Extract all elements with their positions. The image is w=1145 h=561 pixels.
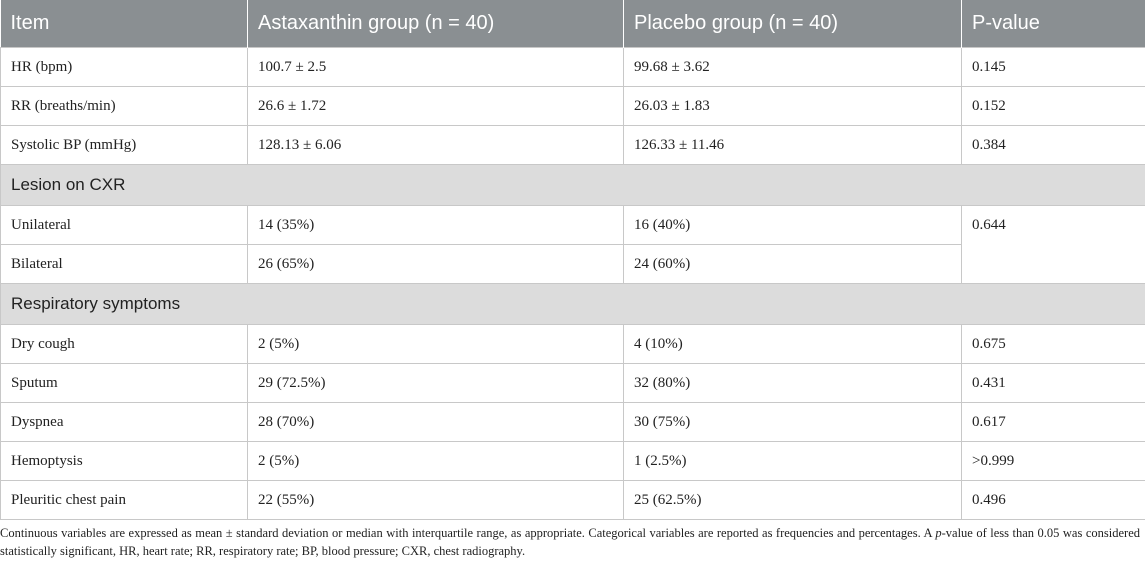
table-row	[1, 206, 1145, 245]
row-p-value: 0.675	[962, 325, 1145, 364]
row-astaxanthin: 2 (5%)	[248, 325, 624, 364]
row-astaxanthin: 28 (70%)	[248, 403, 624, 442]
row-astaxanthin: 2 (5%)	[248, 442, 624, 481]
row-placebo: 25 (62.5%)	[624, 481, 962, 520]
row-p-value: >0.999	[962, 442, 1145, 481]
table-row	[1, 48, 1145, 87]
section-row-lesion	[1, 165, 1145, 206]
section-row-respiratory	[1, 284, 1145, 325]
row-placebo: 26.03 ± 1.83	[624, 87, 962, 126]
section-label: Respiratory symptoms	[1, 284, 1145, 325]
row-placebo: 4 (10%)	[624, 325, 962, 364]
row-item: Hemoptysis	[1, 442, 248, 481]
row-item: Systolic BP (mmHg)	[1, 126, 248, 165]
section-label: Lesion on CXR	[1, 165, 1145, 206]
footnote-text-1: Continuous variables are expressed as mean ± standard deviation or median with interquartile range, as appropriate. Categorical variables are reported as frequencies and percentages. A	[0, 526, 936, 540]
row-placebo: 126.33 ± 11.46	[624, 126, 962, 165]
row-p-value: 0.644	[962, 206, 1145, 284]
row-placebo: 16 (40%)	[624, 206, 962, 245]
header-astaxanthin: Astaxanthin group (n = 40)	[248, 0, 624, 48]
row-astaxanthin: 26 (65%)	[248, 245, 624, 284]
row-item: RR (breaths/min)	[1, 87, 248, 126]
row-item: Pleuritic chest pain	[1, 481, 248, 520]
table-row	[1, 481, 1145, 520]
row-placebo: 99.68 ± 3.62	[624, 48, 962, 87]
row-placebo: 30 (75%)	[624, 403, 962, 442]
row-p-value: 0.152	[962, 87, 1145, 126]
table-row	[1, 403, 1145, 442]
row-item: Dyspnea	[1, 403, 248, 442]
row-astaxanthin: 14 (35%)	[248, 206, 624, 245]
row-p-value: 0.384	[962, 126, 1145, 165]
header-item: Item	[1, 0, 248, 48]
footnote-text-2: -value of less than 0.05 was considered statistically significant, HR, heart rate; RR, respiratory rate; BP, blood pressure; CXR, chest radiography.	[0, 526, 1140, 558]
header-row	[1, 0, 1145, 48]
table-footnote	[0, 524, 1140, 560]
table-row	[1, 364, 1145, 403]
footnote-italic-p: p	[935, 526, 942, 540]
header-placebo: Placebo group (n = 40)	[624, 0, 962, 48]
table-row	[1, 325, 1145, 364]
row-placebo: 32 (80%)	[624, 364, 962, 403]
row-item: Bilateral	[1, 245, 248, 284]
row-item: Dry cough	[1, 325, 248, 364]
row-p-value: 0.617	[962, 403, 1145, 442]
header-p-value: P-value	[962, 0, 1145, 48]
row-p-value: 0.145	[962, 48, 1145, 87]
row-placebo: 24 (60%)	[624, 245, 962, 284]
row-p-value: 0.496	[962, 481, 1145, 520]
row-item: Sputum	[1, 364, 248, 403]
row-astaxanthin: 128.13 ± 6.06	[248, 126, 624, 165]
row-item: Unilateral	[1, 206, 248, 245]
row-placebo: 1 (2.5%)	[624, 442, 962, 481]
row-astaxanthin: 29 (72.5%)	[248, 364, 624, 403]
row-astaxanthin: 100.7 ± 2.5	[248, 48, 624, 87]
table-row	[1, 442, 1145, 481]
table-row	[1, 126, 1145, 165]
row-item: HR (bpm)	[1, 48, 248, 87]
row-astaxanthin: 26.6 ± 1.72	[248, 87, 624, 126]
row-astaxanthin: 22 (55%)	[248, 481, 624, 520]
table-row	[1, 87, 1145, 126]
row-p-value: 0.431	[962, 364, 1145, 403]
